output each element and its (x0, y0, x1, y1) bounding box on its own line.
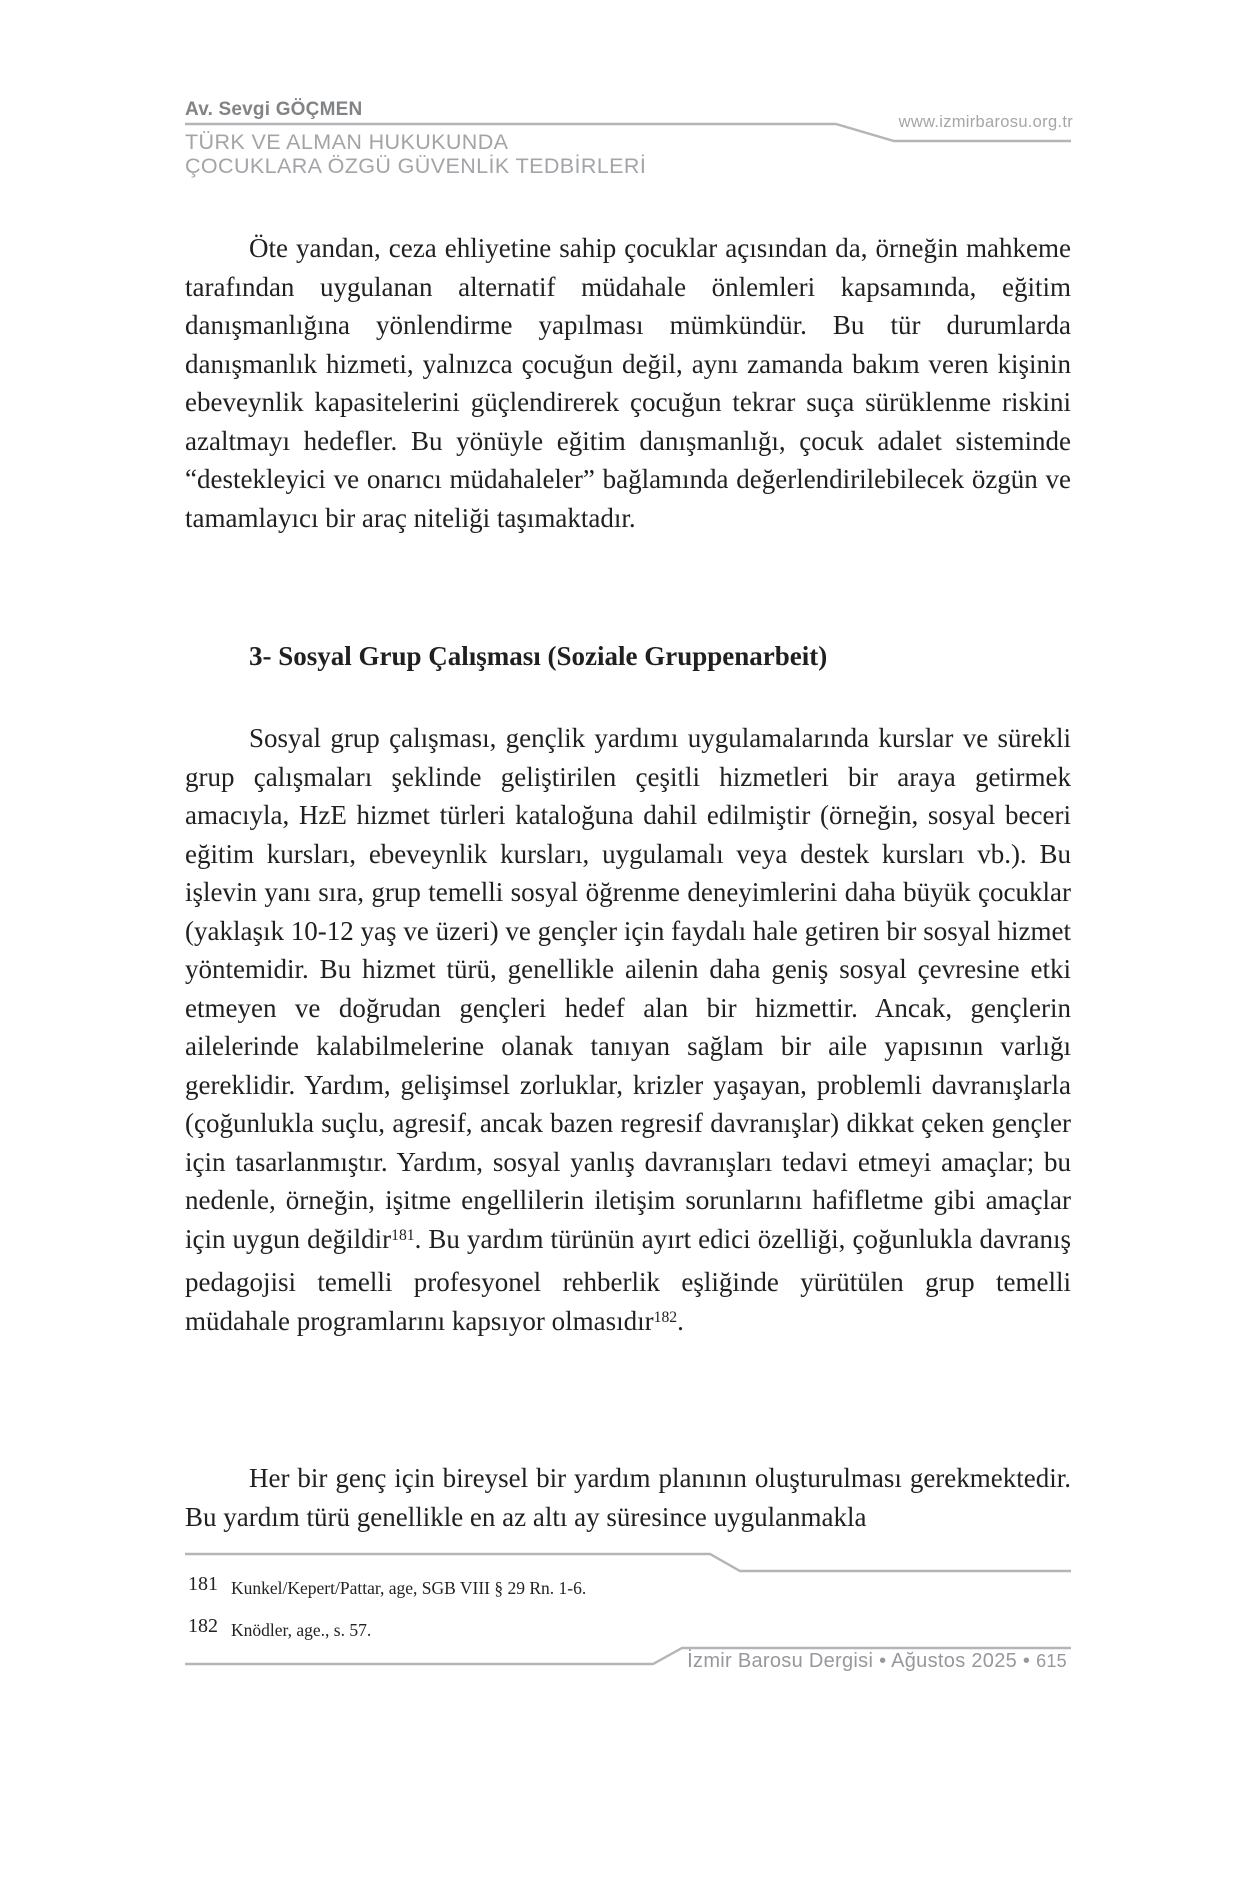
paragraph-3 (185, 1459, 1071, 1536)
footer (185, 1650, 1067, 1673)
paragraph-2-text-c: . (677, 1305, 684, 1336)
footnote-181 (188, 1573, 1074, 1598)
footnote-181-number: 181 (188, 1573, 218, 1595)
author-name: Av. Sevgi GÖÇMEN (185, 99, 363, 120)
paragraph-1-text: Öte yandan, ceza ehliyetine sahip çocuklar açısından da, örneğin mahkeme tarafından uygulanan alternatif müdahale önlemleri kapsamında, eğitim danışmanlığına yönlendirme yapılması mümkündür. Bu tür durumlarda danışmanlık hizmeti, yalnızca çocuğun değil, aynı zamanda bakım veren kişinin ebeveynlik kapasitelerini güçlendirerek çocuğun tekrar suça sürüklenme riskini azaltmayı hedefler. Bu yönüyle eğitim danışmanlığı, çocuk adalet sisteminde “destekleyici ve onarıcı müdahaleler” bağlamında değerlendirilebilecek özgün ve tamamlayıcı bir araç niteliği taşımaktadır. (185, 233, 1071, 533)
section-heading: 3- Sosyal Grup Çalışması (Soziale Gruppenarbeit) (249, 641, 828, 671)
footnote-rule (185, 1554, 1071, 1571)
paragraph-2 (185, 719, 1071, 1345)
footnote-182-text: Knödler, age., s. 57. (231, 1620, 372, 1640)
article-title-line2: ÇOCUKLARA ÖZGÜ GÜVENLİK TEDBİRLERİ (185, 154, 647, 178)
footnote-ref-181: 181 (391, 1226, 415, 1244)
footnote-ref-182: 182 (653, 1308, 678, 1326)
paragraph-1 (185, 229, 1071, 537)
footer-journal-info: İzmir Barosu Dergisi • Ağustos 2025 • (687, 1650, 1037, 1672)
footer-page-number: 615 (1036, 1651, 1067, 1671)
website-link[interactable]: www.izmirbarosu.org.tr (898, 113, 1073, 131)
paragraph-3-text: Her bir genç için bireysel bir yardım planının oluşturulması gerekmektedir. Bu yardım türü genellikle en az altı ay süresince uygulanmakla (185, 1463, 1071, 1532)
footnote-181-text: Kunkel/Kepert/Pattar, age, SGB VIII § 29 Rn. 1-6. (231, 1578, 587, 1598)
article-title (185, 130, 646, 178)
paragraph-2-text-a: Sosyal grup çalışması, gençlik yardımı uygulamalarında kurslar ve sürekli grup çalışmaları şeklinde geliştirilen çeşitli hizmetleri bir araya getirmek amacıyla, HzE hizmet türleri kataloğuna dahil edilmiştir (örneğin, sosyal beceri eğitim kursları, ebeveynlik kursları, uygulamalı veya destek kursları vb.). Bu işlevin yanı sıra, grup temelli sosyal öğrenme deneyimlerini daha büyük çocuklar (yaklaşık 10-12 yaş ve üzeri) ve gençler için faydalı hale getiren bir sosyal hizmet yöntemidir. Bu hizmet türü, genellikle ailenin daha geniş sosyal çevresine etki etmeyen ve doğrudan gençleri hedef alan bir hizmettir. Ancak, gençlerin ailelerinde kalabilmelerine olanak tanıyan sağlam bir aile yapısının varlığı gereklidir. Yardım, gelişimsel zorluklar, krizler yaşayan, problemli davranışlarla (çoğunlukla suçlu, agresif, ancak bazen regresif davranışlar) dikkat çeken gençler için tasarlanmıştır. Yardım, sosyal yanlış davranışları tedavi etmeyi amaçlar; bu nedenle, örneğin, işitme engellilerin iletişim sorunlarını hafifletme gibi amaçlar için uygun değildir (185, 723, 1071, 1254)
footnote-182 (188, 1615, 1074, 1640)
paragraph-2-text-b: . Bu yardım türünün ayırt edici özelliği, çoğunlukla davranış pedagojisi temelli profesyonel rehberlik eşliğinde yürütülen grup temelli müdahale programlarını kapsıyor olmasıdır (185, 1223, 1071, 1336)
footnote-182-number: 182 (188, 1615, 218, 1637)
article-title-line1: TÜRK VE ALMAN HUKUKUNDA (185, 130, 509, 154)
